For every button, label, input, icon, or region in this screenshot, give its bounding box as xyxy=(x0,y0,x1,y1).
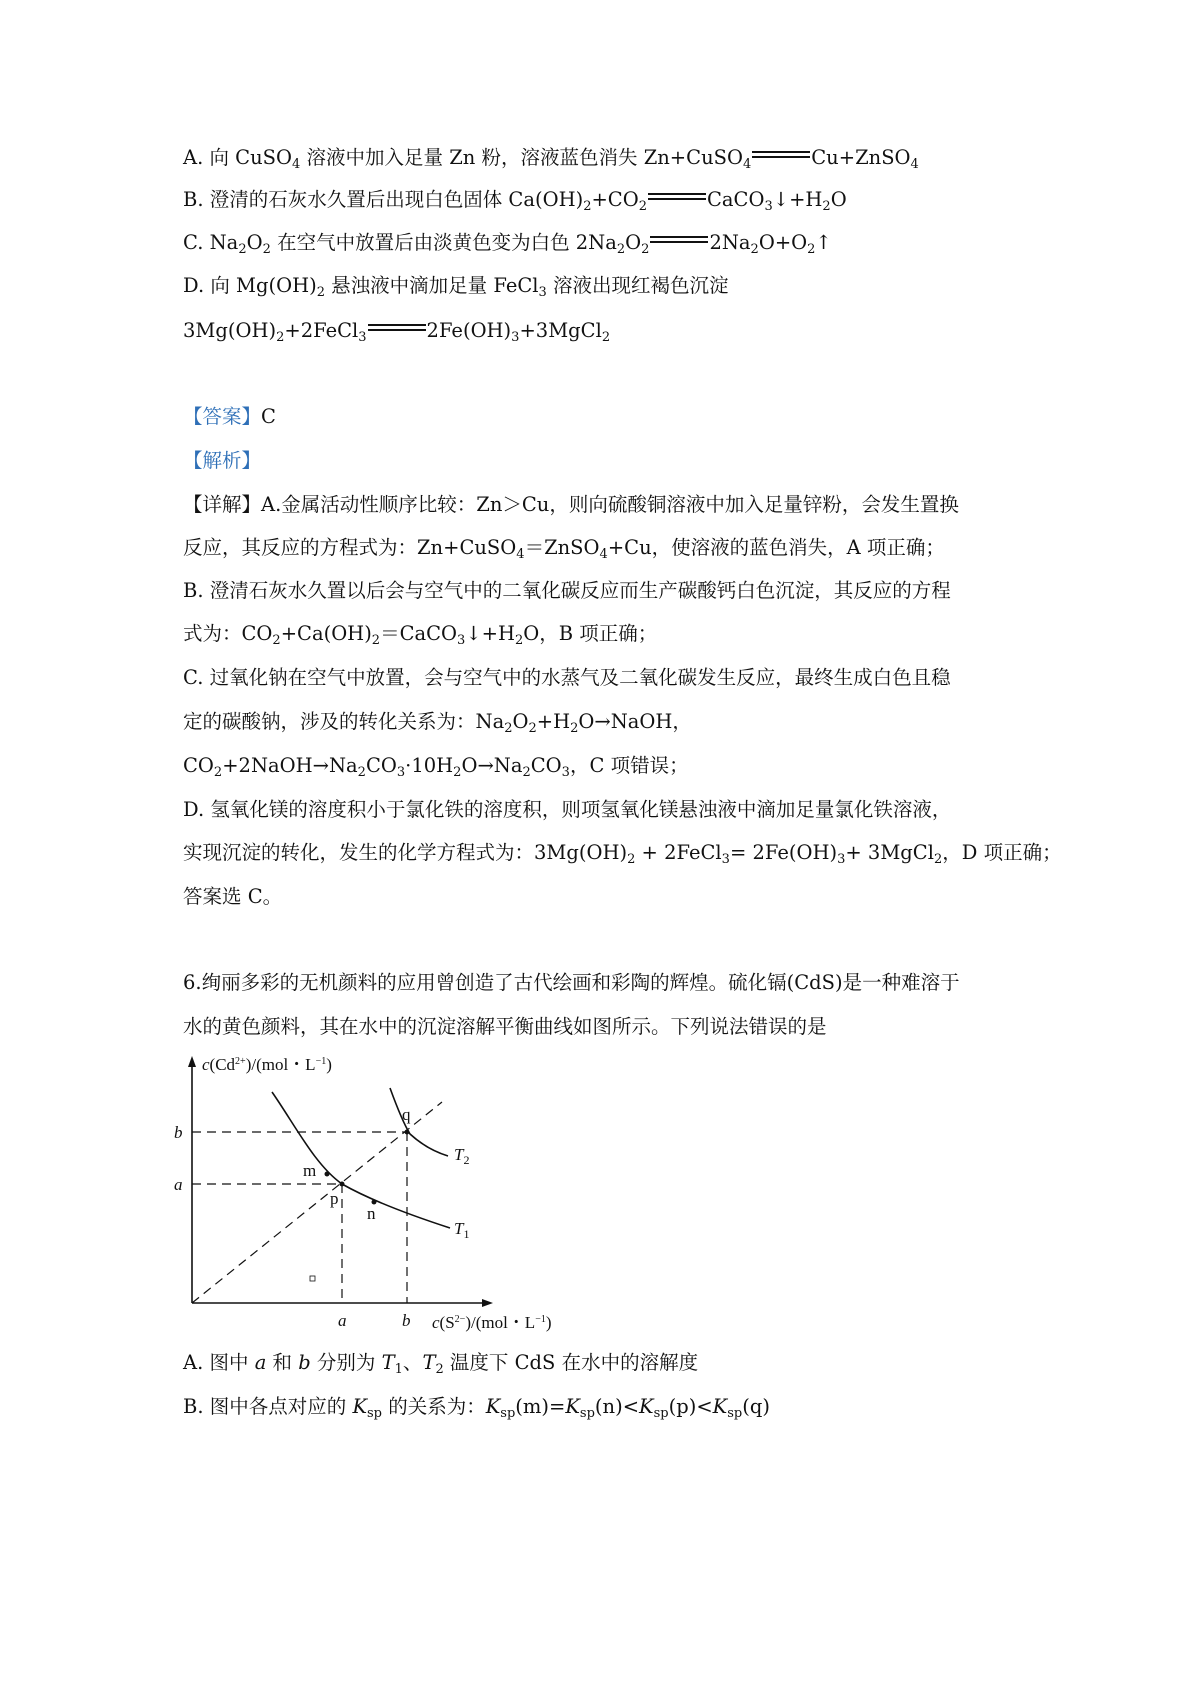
variable: a xyxy=(254,1351,267,1374)
point-q xyxy=(405,1130,410,1135)
text: C. Na xyxy=(183,231,239,254)
text: ，C 项错误； xyxy=(569,754,689,777)
text: O→Na xyxy=(461,754,523,777)
text: = 2Fe(OH) xyxy=(729,841,838,864)
detail-line-7 xyxy=(183,753,689,786)
subscript: 2 xyxy=(453,765,462,780)
text: ↓+H xyxy=(772,188,823,211)
option-d xyxy=(183,273,729,306)
subscript: 2 xyxy=(638,199,647,214)
subscript: 2 xyxy=(262,242,271,257)
text: O xyxy=(830,188,847,211)
detail-line-1: 【详解】A.金属活动性顺序比较：Zn＞Cu，则向硫酸铜溶液中加入足量锌粉，会发生置换 xyxy=(183,493,959,516)
text: 2Fe(OH) xyxy=(426,319,512,342)
text: 溶液中加入足量 Zn 粉，溶液蓝色消失 Zn+CuSO xyxy=(300,146,743,169)
answer-line xyxy=(183,404,276,430)
label-t1: $T_1$ xyxy=(454,1219,470,1241)
question-6-line-1: 6.绚丽多彩的无机颜料的应用曾创造了古代绘画和彩陶的辉煌。硫化镉(CdS)是一种难溶于 xyxy=(183,971,960,994)
text: B. 图中各点对应的 xyxy=(183,1395,353,1418)
x-tick-b: b xyxy=(402,1311,411,1330)
detail-line-5: C. 过氧化钠在空气中放置，会与空气中的水蒸气及二氧化碳发生反应，最终生成白色且稳 xyxy=(183,666,951,689)
text: CO xyxy=(365,754,397,777)
text: 分别为 xyxy=(310,1351,382,1374)
subscript: 2 xyxy=(272,633,281,648)
option-b xyxy=(183,187,847,220)
text: 、 xyxy=(402,1351,423,1374)
subscript: 3 xyxy=(561,765,570,780)
subscript: 3 xyxy=(538,285,547,300)
subscript: 2 xyxy=(822,199,831,214)
variable: b xyxy=(298,1351,311,1374)
subscript: 2 xyxy=(750,242,759,257)
text: 实现沉淀的转化，发生的化学方程式为：3Mg(OH) xyxy=(183,841,628,864)
subscript: 3 xyxy=(764,199,773,214)
option-a xyxy=(183,145,919,178)
text: CO xyxy=(530,754,562,777)
subscript: 3 xyxy=(457,633,466,648)
text: A. 图中 xyxy=(183,1351,255,1374)
subscript: 2 xyxy=(316,285,325,300)
variable: K xyxy=(485,1395,501,1418)
text: ＝CaCO xyxy=(380,622,458,645)
variable: K xyxy=(565,1395,580,1418)
detail-line-3: B. 澄清石灰水久置以后会与空气中的二氧化碳反应而生产碳酸钙白色沉淀，其反应的方程 xyxy=(183,579,951,602)
subscript: 4 xyxy=(292,157,301,172)
text: A. 向 CuSO xyxy=(183,146,293,169)
curve-t1 xyxy=(272,1092,450,1228)
text: 溶液出现红褐色沉淀 xyxy=(546,274,729,297)
text: 悬浊液中滴加足量 FeCl xyxy=(324,274,539,297)
text: + 3MgCl xyxy=(845,841,934,864)
subscript: 2 xyxy=(627,852,636,867)
text: 反应，其反应的方程式为：Zn+CuSO xyxy=(183,536,517,559)
point-m xyxy=(325,1172,330,1177)
subscript: 2 xyxy=(570,721,579,736)
text: 2Na xyxy=(709,231,751,254)
subscript: 2 xyxy=(515,633,524,648)
question-6-option-a xyxy=(183,1350,698,1383)
equals-sign xyxy=(648,192,706,202)
y-axis-label: $c(Cd^{2+})/(mol$・$L^{-1}$) xyxy=(202,1055,332,1074)
curve-t2 xyxy=(390,1088,448,1156)
question-6-line-2: 水的黄色颜料，其在水中的沉淀溶解平衡曲线如图所示。下列说法错误的是 xyxy=(183,1015,827,1038)
detail-line-9 xyxy=(183,840,1062,873)
label-m: m xyxy=(303,1161,317,1180)
option-d-equation xyxy=(183,318,610,351)
subscript: 2 xyxy=(522,765,531,780)
text: O+O xyxy=(758,231,808,254)
variable: K xyxy=(639,1395,654,1418)
text: O xyxy=(246,231,263,254)
subscript: 4 xyxy=(910,157,919,172)
x-axis-arrow xyxy=(482,1299,493,1307)
text: O xyxy=(512,710,529,733)
text: CaCO xyxy=(707,188,765,211)
text: 和 xyxy=(266,1351,299,1374)
subscript: 4 xyxy=(516,547,525,562)
text: (q) xyxy=(742,1395,770,1418)
equals-sign xyxy=(752,150,810,160)
subscript: 2 xyxy=(601,330,611,345)
subscript: sp xyxy=(500,1406,516,1421)
text: ↑ xyxy=(815,231,832,254)
subscript: 2 xyxy=(371,633,381,648)
variable: K xyxy=(712,1395,728,1418)
subscript: 2 xyxy=(583,199,592,214)
text: +CO xyxy=(591,188,639,211)
label-t2: $T_2$ xyxy=(454,1145,470,1167)
text: D. 向 Mg(OH) xyxy=(183,274,317,297)
subscript: sp xyxy=(653,1406,669,1421)
detail-line-2 xyxy=(183,535,945,568)
detail-line-10: 答案选 C。 xyxy=(183,885,283,908)
small-square xyxy=(310,1276,315,1281)
subscript: 2 xyxy=(641,242,650,257)
subscript: 2 xyxy=(276,330,285,345)
text: O→NaOH， xyxy=(578,710,692,733)
variable: T xyxy=(381,1351,395,1374)
text: (n)< xyxy=(594,1395,640,1418)
text: + 2FeCl xyxy=(635,841,722,864)
subscript: 2 xyxy=(504,721,513,736)
detail-line-4 xyxy=(183,621,657,654)
subscript: 4 xyxy=(742,157,752,172)
subscript: 2 xyxy=(213,765,223,780)
text: (p)< xyxy=(668,1395,713,1418)
subscript: 2 xyxy=(357,765,366,780)
text: 在空气中放置后由淡黄色变为白色 2Na xyxy=(270,231,617,254)
subscript: 2 xyxy=(528,721,537,736)
solubility-equilibrium-chart xyxy=(170,1050,590,1350)
subscript: sp xyxy=(367,1406,383,1421)
text: ，D 项正确； xyxy=(942,841,1062,864)
subscript: 3 xyxy=(721,852,730,867)
variable: K xyxy=(352,1395,368,1418)
text: +Cu，使溶液的蓝色消失，A 项正确； xyxy=(607,536,945,559)
question-6-option-b xyxy=(183,1394,770,1427)
text: ·10H xyxy=(405,754,454,777)
text: 3Mg(OH) xyxy=(183,319,277,342)
subscript: 2 xyxy=(435,1362,444,1377)
subscript: 3 xyxy=(837,852,846,867)
y-tick-a: a xyxy=(174,1175,183,1194)
answer-label: 【答案】 xyxy=(183,405,262,428)
analysis-line xyxy=(183,448,261,474)
subscript: 2 xyxy=(616,242,626,257)
text: ↓+H xyxy=(465,622,515,645)
subscript: 1 xyxy=(394,1362,403,1377)
text: 温度下 CdS 在水中的溶解度 xyxy=(443,1351,699,1374)
text: 式为：CO xyxy=(183,622,273,645)
equals-sign xyxy=(650,235,708,245)
x-tick-a: a xyxy=(338,1311,347,1330)
text: ＝ZnSO xyxy=(524,536,600,559)
label-p: p xyxy=(330,1189,339,1208)
y-tick-b: b xyxy=(174,1123,183,1142)
analysis-label: 【解析】 xyxy=(183,449,262,472)
text: +3MgCl xyxy=(519,319,602,342)
text: 的关系为： xyxy=(382,1395,486,1418)
text: (m)= xyxy=(515,1395,566,1418)
label-q: q xyxy=(402,1105,411,1124)
subscript: 2 xyxy=(933,852,943,867)
subscript: sp xyxy=(579,1406,595,1421)
subscript: 2 xyxy=(807,242,816,257)
text: 定的碳酸钠，涉及的转化关系为：Na xyxy=(183,710,505,733)
detail-line-6 xyxy=(183,709,692,742)
text: CO xyxy=(183,754,214,777)
text: Cu+ZnSO xyxy=(811,146,911,169)
subscript: 3 xyxy=(358,330,367,345)
text: +Ca(OH) xyxy=(280,622,372,645)
subscript: 3 xyxy=(511,330,520,345)
x-axis-label: $c(S^{2-})/(mol$・$L^{-1}$) xyxy=(432,1313,552,1332)
subscript: sp xyxy=(727,1406,743,1421)
label-n: n xyxy=(367,1204,376,1223)
text: +H xyxy=(536,710,571,733)
text: +2FeCl xyxy=(284,319,359,342)
text: B. 澄清的石灰水久置后出现白色固体 Ca(OH) xyxy=(183,188,584,211)
text: O xyxy=(625,231,642,254)
text: O，B 项正确； xyxy=(523,622,658,645)
subscript: 2 xyxy=(238,242,247,257)
answer-value: C xyxy=(261,405,276,428)
detail-line-8: D. 氢氧化镁的溶度积小于氯化铁的溶度积，则项氢氧化镁悬浊液中滴加足量氯化铁溶液， xyxy=(183,798,952,821)
subscript: 3 xyxy=(396,765,406,780)
point-p xyxy=(340,1182,345,1187)
variable: T xyxy=(422,1351,436,1374)
y-axis-arrow xyxy=(188,1056,196,1067)
subscript: 4 xyxy=(599,547,608,562)
option-c xyxy=(183,230,832,263)
text: +2NaOH→Na xyxy=(222,754,358,777)
equals-sign xyxy=(368,323,426,333)
